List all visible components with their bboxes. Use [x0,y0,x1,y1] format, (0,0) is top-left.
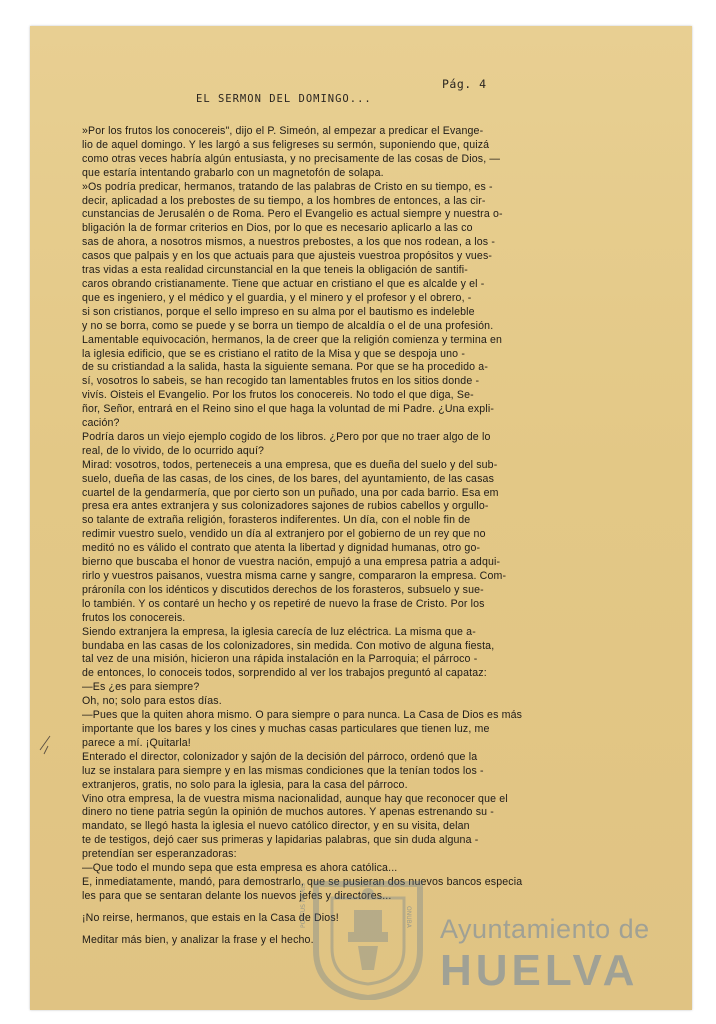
text-line: sí, vosotros lo sabeis, se han recogido tan lamentables frutos en los sitios donde - [82,375,480,388]
text-line: y no se borra, como se puede y se borra un tiempo de alcaldía o el de una profesión. [82,319,494,332]
text-line: lo también. Y os contaré un hecho y os repetiré de nuevo la frase de Cristo. Por los [82,597,485,610]
text-line: bundaba en las casas de los colonizadores, sin medida. Con motivo de alguna fiesta, [82,639,495,652]
text-line: cación? [82,417,120,430]
text-line: les para que se sentaran delante los nuevos jefes y directores... [82,889,392,902]
text-line: casos que palpais y en los que actuais para que ajusteis vuestroa propósitos y vues- [82,250,493,263]
text-line: te de testigos, dejó caer sus primeras y lapidarias palabras, que sin duda alguna - [82,834,479,847]
text-line: que estaría intentando grabarlo con un magnetofón de solapa. [82,166,384,179]
text-line: so talante de extraña religión, forasteros indiferentes. Un día, con el noble fin de [82,514,471,527]
text-line: parece a mí. ¡Quitarla! [82,736,191,749]
seal-text-left: PORTUS MARIS [300,883,307,928]
text-line: tal vez de una misión, hicieron una rápida instalación en la Parroquia; el párroco - [82,653,478,666]
text-line: bligación la de formar criterios en Dios, por lo que es necesario aplicarlo a las co [82,222,473,235]
text-line: si son cristianos, porque el sello impreso en su alma por el bautismo es indeleble [82,305,475,318]
text-line: —Que todo el mundo sepa que esta empresa es ahora católica... [82,862,398,875]
document-title: EL SERMON DEL DOMINGO... [196,93,372,105]
text-line: de su cristiandad a la salida, hasta la siguiente semana. Por que se ha procedido a- [82,361,488,374]
text-line: prároníla con los idénticos y discutidos derechos de los forasteros, subsuelo y sue- [82,583,484,596]
text-line: Mirad: vosotros, todos, perteneceis a una empresa, que es dueña del suelo y del sub- [82,458,498,471]
text-line: pretendían ser esperanzadoras: [82,848,237,861]
text-line: decir, aplicadad a los prebostes de su tiempo, a los hombres de entonces, a las cir- [82,194,486,207]
text-line: que es ingeniero, y el médico y el guardia, y el minero y el profesor y el obrero, - [82,291,472,304]
text-line: cuartel de la gendarmería, que por cierto son un puñado, una por cada barrio. Esa em [82,486,499,499]
text-line: vivís. Oisteis el Evangelio. Por los frutos los conocereis. No todo el que diga, Se- [82,389,474,402]
text-line: real, de lo vivido, de lo ocurrido aquí? [82,444,265,457]
text-line: Podría daros un viejo ejemplo cogido de los libros. ¿Pero por que no traer algo de lo [82,430,491,443]
text-line: mandato, se llegó hasta la iglesia el nuevo católico director, y en su visita, delan [82,820,470,833]
text-line: rirlo y vuestros paisanos, vuestra misma carne y sangre, compararon la empresa. Com- [82,570,507,582]
text-line: —Es ¿es para siempre? [82,681,200,694]
text-line: E, inmediatamente, mandó, para demostrarlo, que se pusieran dos nuevos bancos especia [82,875,523,888]
closing-line: Meditar más bien, y analizar la frase y el hecho. [82,933,314,946]
text-line: cunstancias de Jerusalén o de Roma. Pero el Evangelio es actual siempre y nuestra o- [82,208,503,221]
closing-line: ¡No reirse, hermanos, que estais en la Casa de Dios! [82,911,339,924]
text-line: »Por los frutos los conocereis", dijo el P. Simeón, al empezar a predicar el Evange- [82,125,484,137]
text-line: ñor, Señor, entrará en el Reino sino el que haga la voluntad de mi Padre. ¿Una expli- [82,403,495,416]
margin-pencil-mark [38,728,64,756]
text-line: de entonces, lo conoceis todos, sorprendido al ver los trabajos preguntó al capataz: [82,667,487,680]
text-line: Enterado el director, colonizador y sajón de la decisión del párroco, ordenó que la [82,750,478,763]
text-line: lio de aquel domingo. Y les largó a sus feligreses su sermón, suponiendo que, quizá [82,138,490,151]
text-line: sas de ahora, a nosotros mismos, a nuestros prebostes, a los que nos rodean, a los - [82,236,496,249]
text-line: Vino otra empresa, la de vuestra misma nacionalidad, aunque hay que reconocer que el [82,792,508,805]
text-line: »Os podría predicar, hermanos, tratando de las palabras de Cristo en su tiempo, es - [82,180,493,193]
text-line: la iglesia edificio, que se es cristiano el ratito de la Misa y que se despoja uno - [82,347,465,360]
text-line: suelo, dueña de las casas, de los cines, de los bares, del ayuntamiento, de las casas [82,472,495,485]
text-line: caros obrando cristianamente. Tiene que actuar en cristiano el que es alcalde y el - [82,277,485,290]
watermark-text-huelva: HUELVA [440,946,639,995]
text-line: —Pues que la quiten ahora mismo. O para siempre o para nunca. La Casa de Dios es más [82,709,523,722]
text-line: presa era antes extranjera y sus colonizadores sajones de rubios cabellos y orgullo- [82,500,489,513]
text-line: bierno que buscaba el honor de vuestra nación, empujó a una empresa patria a adqui- [82,556,501,569]
text-line: Lamentable equivocación, hermanos, la de creer que la religión comienza y termina en [82,333,503,346]
text-line: redimir vuestro suelo, vendido un día al extranjero por el gobierno de un rey que no [82,528,486,541]
text-line: meditó no es válido el contrato que atenta la libertad y dignidad humanas, otro go- [82,542,481,555]
text-line: frutos los conocereis. [82,611,186,624]
text-line: Siendo extranjera la empresa, la iglesia carecía de luz eléctrica. La misma que a- [82,625,476,638]
text-line: Oh, no; solo para estos días. [82,695,222,708]
text-line: importante que los bares y los cines y muchas casas particulares que tienen luz, me [82,722,490,735]
text-line: como otras veces habría algún entusiasta, y no precisamente de las cosas de Dios, — [82,152,501,165]
text-line: tras vidas a esta realidad circunstancial en la que teneis la obligación de santifi- [82,264,468,277]
text-line: luz se instalara para siempre y en las mismas condiciones que la tenían todos los - [82,764,484,777]
text-line: dinero no tiene patria según la opinión de muchos autores. Y apenas estrenando su - [82,806,494,819]
seal-text-right: ONUBA [405,906,412,928]
page-number: Pág. 4 [442,77,487,91]
watermark-text-ayuntamiento: Ayuntamiento de [440,914,650,944]
sermon-body [82,125,660,948]
text-line: extranjeros, gratis, no solo para la iglesia, para la casa del párroco. [82,778,408,791]
